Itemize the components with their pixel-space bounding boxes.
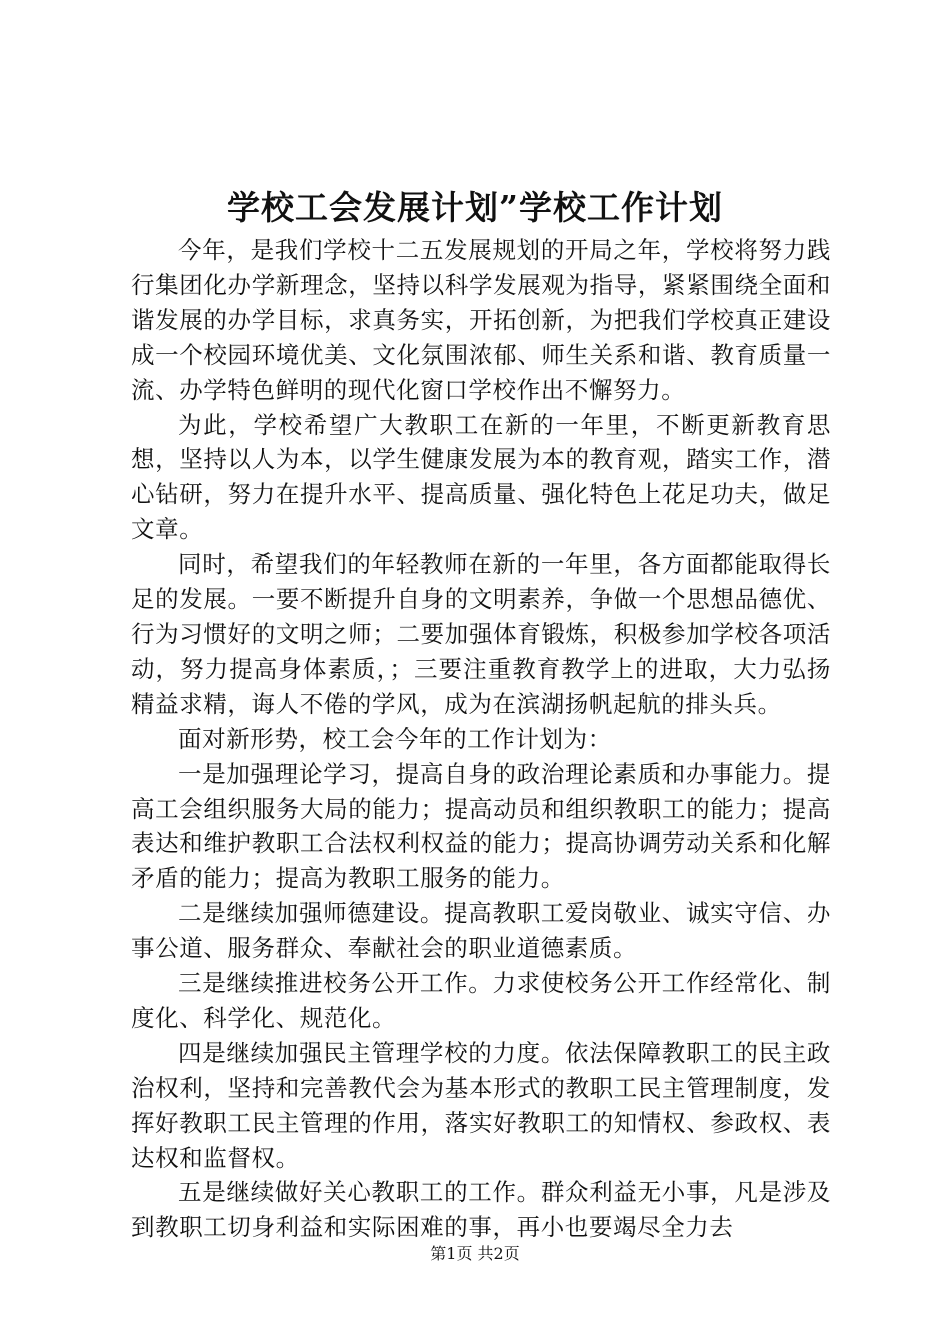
paragraph-6: 二是继续加强师德建设。提高教职工爱岗敬业、诚实守信、办事公道、服务群众、奉献社会的职业道德素质。 bbox=[131, 899, 831, 963]
document-body bbox=[131, 233, 831, 1245]
paragraph-2: 为此，学校希望广大教职工在新的一年里，不断更新教育思想，坚持以人为本，以学生健康发展为本的教育观，踏实工作，潜心钻研，努力在提升水平、提高质量、强化特色上花足功夫，做足文章。 bbox=[131, 410, 831, 544]
page-number-footer: 第1页 共2页 bbox=[430, 1244, 520, 1263]
paragraph-7: 三是继续推进校务公开工作。力求使校务公开工作经常化、制度化、科学化、规范化。 bbox=[131, 969, 831, 1032]
paragraph-5: 一是加强理论学习，提高自身的政治理论素质和办事能力。提高工会组织服务大局的能力；提高动员和组织教职工的能力；提高表达和维护教职工合法权利权益的能力；提高协调劳动关系和化解矛盾的能力；提高为教职工服务的能力。 bbox=[131, 759, 831, 893]
paragraph-8: 四是继续加强民主管理学校的力度。依法保障教职工的民主政治权利，坚持和完善教代会为基本形式的教职工民主管理制度，发挥好教职工民主管理的作用，落实好教职工的知情权、参政权、表达权和监督权。 bbox=[131, 1038, 831, 1172]
paragraph-3: 同时，希望我们的年轻教师在新的一年里，各方面都能取得长足的发展。一要不断提升自身的文明素养，争做一个思想品德优、行为习惯好的文明之师；二要加强体育锻炼，积极参加学校各项活动，努力提高身体素质，；三要注重教育教学上的进取，大力弘扬精益求精，诲人不倦的学风，成为在滨湖扬帆起航的排头兵。 bbox=[131, 550, 831, 718]
paragraph-4: 面对新形势，校工会今年的工作计划为： bbox=[178, 724, 612, 753]
document-title: 学校工会发展计划”学校工作计划 bbox=[227, 188, 723, 227]
paragraph-1: 今年，是我们学校十二五发展规划的开局之年，学校将努力践行集团化办学新理念，坚持以科学发展观为指导，紧紧围绕全面和谐发展的办学目标，求真务实，开拓创新，为把我们学校真正建设成一个校园环境优美、文化氛围浓郁、师生关系和谐、教育质量一流、办学特色鲜明的现代化窗口学校作出不懈努力。 bbox=[131, 236, 831, 404]
paragraph-9: 五是继续做好关心教职工的工作。群众利益无小事，凡是涉及到教职工切身利益和实际困难的事，再小也要竭尽全力去 bbox=[131, 1178, 831, 1242]
